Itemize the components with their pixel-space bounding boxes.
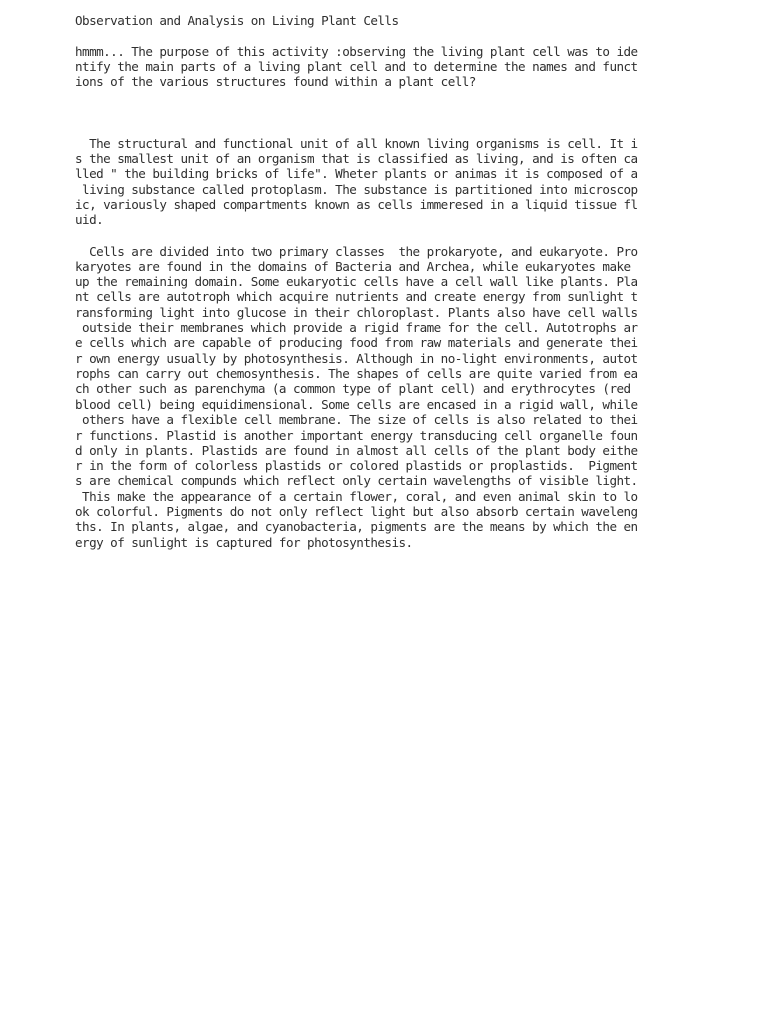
text-line: Cells are divided into two primary classes the prokaryote, and eukaryote. Pro [75, 244, 638, 259]
text-line: ch other such as parenchyma (a common type of plant cell) and erythrocytes (red [75, 381, 638, 396]
text-line: nt cells are autotroph which acquire nutrients and create energy from sunlight t [75, 289, 638, 304]
text-line: r own energy usually by photosynthesis. Although in no-light environments, autot [75, 351, 638, 366]
text-line: The structural and functional unit of all known living organisms is cell. It i [75, 136, 638, 151]
text-line: s are chemical compunds which reflect only certain wavelengths of visible light. [75, 473, 638, 488]
text-line: r functions. Plastid is another important energy transducing cell organelle foun [75, 428, 638, 443]
text-line: ntify the main parts of a living plant cell and to determine the names and funct [75, 59, 638, 74]
text-line: karyotes are found in the domains of Bacteria and Archea, while eukaryotes make [75, 259, 638, 274]
text-line: rophs can carry out chemosynthesis. The shapes of cells are quite varied from ea [75, 366, 638, 381]
text-line: ok colorful. Pigments do not only reflect light but also absorb certain waveleng [75, 504, 638, 519]
text-line: hmmm... The purpose of this activity :observing the living plant cell was to ide [75, 44, 638, 59]
text-line: r in the form of colorless plastids or colored plastids or proplastids. Pigment [75, 458, 638, 473]
text-line: lled " the building bricks of life". Wheter plants or animas it is composed of a [75, 166, 638, 181]
text-line: up the remaining domain. Some eukaryotic cells have a cell wall like plants. Pla [75, 274, 638, 289]
text-line: This make the appearance of a certain flower, coral, and even animal skin to lo [75, 489, 638, 504]
text-line: outside their membranes which provide a rigid frame for the cell. Autotrophs ar [75, 320, 638, 335]
text-line: blood cell) being equidimensional. Some cells are encased in a rigid wall, while [75, 397, 638, 412]
text-line: e cells which are capable of producing food from raw materials and generate thei [75, 335, 638, 350]
text-line: others have a flexible cell membrane. The size of cells is also related to thei [75, 412, 638, 427]
text-line: ions of the various structures found within a plant cell? [75, 74, 476, 89]
text-line: d only in plants. Plastids are found in almost all cells of the plant body eithe [75, 443, 638, 458]
text-line: ransforming light into glucose in their chloroplast. Plants also have cell walls [75, 305, 638, 320]
text-line: ths. In plants, algae, and cyanobacteria, pigments are the means by which the en [75, 519, 638, 534]
text-line: ic, variously shaped compartments known as cells immeresed in a liquid tissue fl [75, 197, 638, 212]
text-line: living substance called protoplasm. The substance is partitioned into microscop [75, 182, 638, 197]
text-line: s the smallest unit of an organism that is classified as living, and is often ca [75, 151, 638, 166]
text-line: ergy of sunlight is captured for photosynthesis. [75, 535, 413, 550]
document-title: Observation and Analysis on Living Plant Cells [75, 13, 399, 28]
text-line: uid. [75, 212, 104, 227]
